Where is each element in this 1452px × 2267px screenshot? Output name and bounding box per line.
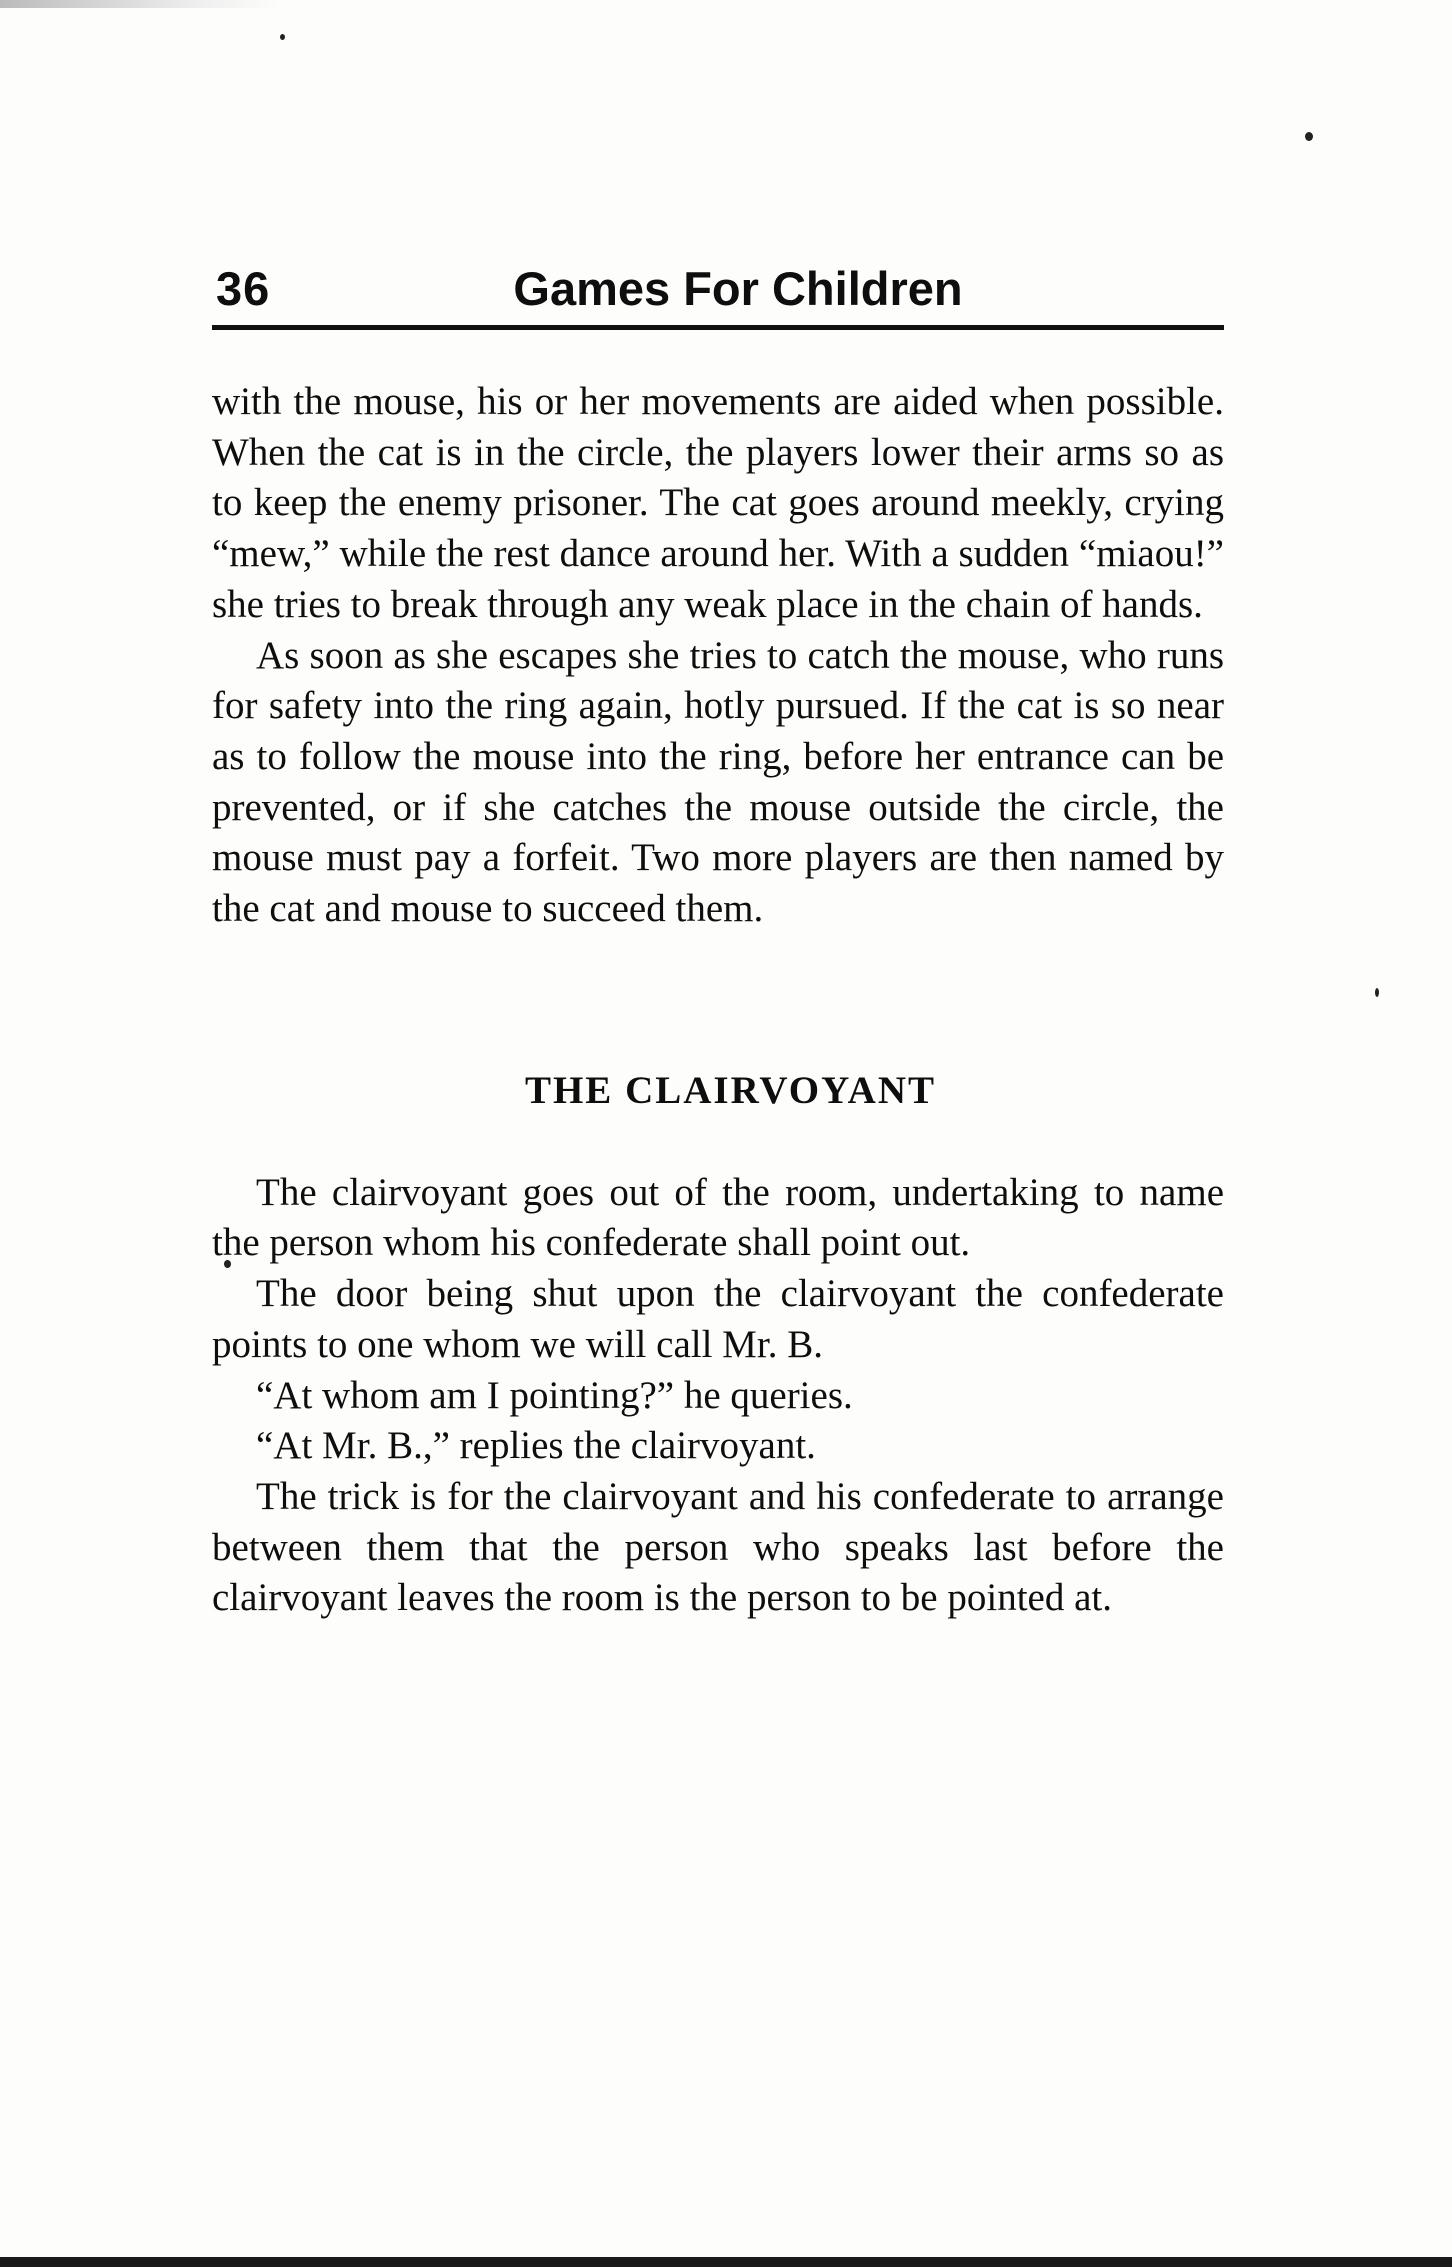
paragraph: “At Mr. B.,” replies the clairvoyant. xyxy=(256,1424,816,1468)
section-body xyxy=(212,1168,1224,1624)
page-edge-bottom xyxy=(0,2257,1452,2267)
ink-speck xyxy=(280,34,285,40)
paragraph: The clairvoyant goes out of the room, undertaking to name the person whom his confederate shall point out. xyxy=(212,1170,1224,1265)
book-title: Games For Children xyxy=(513,262,963,315)
section-heading: THE CLAIRVOYANT xyxy=(524,1068,937,1112)
page-number: 36 xyxy=(216,262,271,315)
paragraph: The trick is for the clairvoyant and his confederate to arrange between them that the person who speaks last before the clairvoyant leaves the room is the person to be pointed at. xyxy=(212,1474,1224,1620)
book-page xyxy=(212,255,1224,1624)
ink-speck xyxy=(1375,988,1379,997)
ink-speck xyxy=(1305,132,1313,141)
paragraph: “At whom am I pointing?” he queries. xyxy=(256,1373,853,1417)
body-text xyxy=(212,377,1224,935)
paragraph: As soon as she escapes she tries to catch the mouse, who runs for safety into the ring again, hotly pursued. If the cat is so near as to follow the mouse into the ring, before her entrance can be prevented, or if she catches the mouse outside the circle, the mouse must pay a forfeit. Two more players are then named by the cat and mouse to succeed them. xyxy=(212,633,1224,931)
running-head xyxy=(212,255,1224,330)
paragraph: The door being shut upon the clairvoyant the confederate points to one whom we will call Mr. B. xyxy=(212,1272,1224,1366)
page-edge-top xyxy=(0,0,280,8)
paragraph: with the mouse, his or her movements are aided when possible. When the cat is in the circle, the players lower their arms so as to keep the enemy prisoner. The cat goes around meekly, crying “mew,” while the rest dance around her. With a sudden “miaou!” she tries to break through any weak place in the chain of hands. xyxy=(212,380,1224,626)
